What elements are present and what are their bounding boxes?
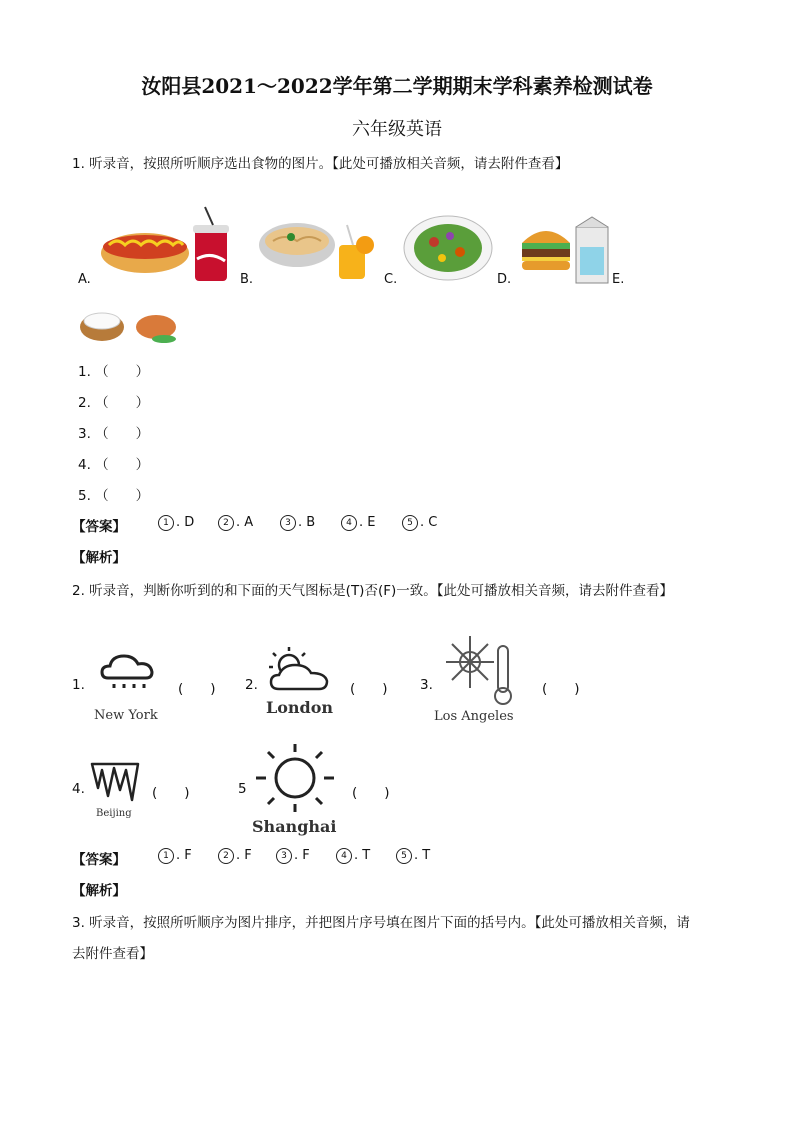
q2-item-5-paren[interactable]: ( ): [352, 785, 390, 801]
q1-answer-2: 2 . A: [218, 515, 253, 531]
q2-item-1-num: 1.: [72, 677, 85, 693]
page-title: 汝阳县2021～2022学年第二学期期末学科素养检测试卷: [141, 74, 653, 98]
question-3-prompt-line-2: 去附件查看】: [72, 946, 153, 962]
noodles-juice-image: [255, 215, 380, 285]
q1-answer-4: 4 . E: [341, 515, 375, 531]
q2-item-4-paren[interactable]: ( ): [152, 785, 190, 801]
salad-image: [402, 212, 494, 282]
option-c-label: C.: [384, 272, 398, 287]
q1-answer-3: 3 . B: [280, 515, 315, 531]
q2-answer-tag: 【答案】: [72, 852, 126, 868]
question-3-prompt-line-1: 3. 听录音，按照所听顺序为图片排序，并把图片序号填在图片下面的括号内。【此处可播放相关音频，请: [72, 915, 690, 931]
q2-item-4-num: 4.: [72, 781, 85, 797]
answer-number-3: 3: [276, 848, 292, 864]
icicles-icon: [90, 760, 140, 804]
option-a-label: A.: [78, 272, 91, 287]
city-new-york: New York: [94, 708, 158, 723]
answer-number-4: 4: [341, 515, 357, 531]
q2-item-1-paren[interactable]: ( ): [178, 681, 216, 697]
answer-number-2: 2: [218, 515, 234, 531]
option-b-label: B.: [240, 272, 254, 287]
q2-answer-4: 4 . T: [336, 848, 370, 864]
q1-blank-3[interactable]: 3. （ ）: [78, 426, 150, 442]
q2-answer-1: 1 . F: [158, 848, 192, 864]
q1-answer-1: 1 . D: [158, 515, 194, 531]
option-d-label: D.: [497, 272, 512, 287]
question-1-prompt: 1. 听录音，按照所听顺序选出食物的图片。【此处可播放相关音频，请去附件查看】: [72, 156, 569, 172]
q1-answer-5: 5 . C: [402, 515, 437, 531]
q1-answer-tag: 【答案】: [72, 519, 126, 535]
q1-blank-5[interactable]: 5. （ ）: [78, 488, 150, 504]
city-london: London: [266, 698, 334, 717]
q2-item-5-num: 5: [238, 781, 247, 797]
q2-item-3-paren[interactable]: ( ): [542, 681, 580, 697]
q2-item-2-paren[interactable]: ( ): [350, 681, 388, 697]
option-e-label: E.: [612, 272, 625, 287]
rain-cloud-icon: [98, 648, 158, 700]
page-subtitle: 六年级英语: [352, 119, 442, 140]
q2-item-2-num: 2.: [245, 677, 258, 693]
q2-answer-5: 5 . T: [396, 848, 430, 864]
rice-chicken-image: [78, 305, 186, 347]
q2-analysis-tag: 【解析】: [72, 883, 126, 899]
burger-milk-image: [518, 215, 614, 287]
sun-cloud-icon: [265, 645, 333, 695]
city-shanghai: Shanghai: [252, 817, 337, 836]
q2-answer-2: 2 . F: [218, 848, 252, 864]
q1-analysis-tag: 【解析】: [72, 550, 126, 566]
answer-number-4: 4: [336, 848, 352, 864]
q1-blank-4[interactable]: 4. （ ）: [78, 457, 150, 473]
answer-number-1: 1: [158, 848, 174, 864]
answer-number-5: 5: [396, 848, 412, 864]
question-2-prompt: 2. 听录音，判断你听到的和下面的天气图标是(T)否(F)一致。【此处可播放相关音频，请去附件查看】: [72, 583, 673, 599]
sun-icon: [252, 740, 338, 816]
answer-number-1: 1: [158, 515, 174, 531]
snowflake-thermometer-icon: [442, 632, 518, 708]
city-beijing: Beijing: [96, 808, 132, 819]
q1-blank-1[interactable]: 1. （ ）: [78, 364, 150, 380]
q2-item-3-num: 3.: [420, 677, 433, 693]
answer-number-2: 2: [218, 848, 234, 864]
q1-blank-2[interactable]: 2. （ ）: [78, 395, 150, 411]
hotdog-drink-image: [95, 205, 240, 285]
answer-number-3: 3: [280, 515, 296, 531]
answer-number-5: 5: [402, 515, 418, 531]
q2-answer-3: 3 . F: [276, 848, 310, 864]
city-los-angeles: Los Angeles: [434, 709, 514, 724]
